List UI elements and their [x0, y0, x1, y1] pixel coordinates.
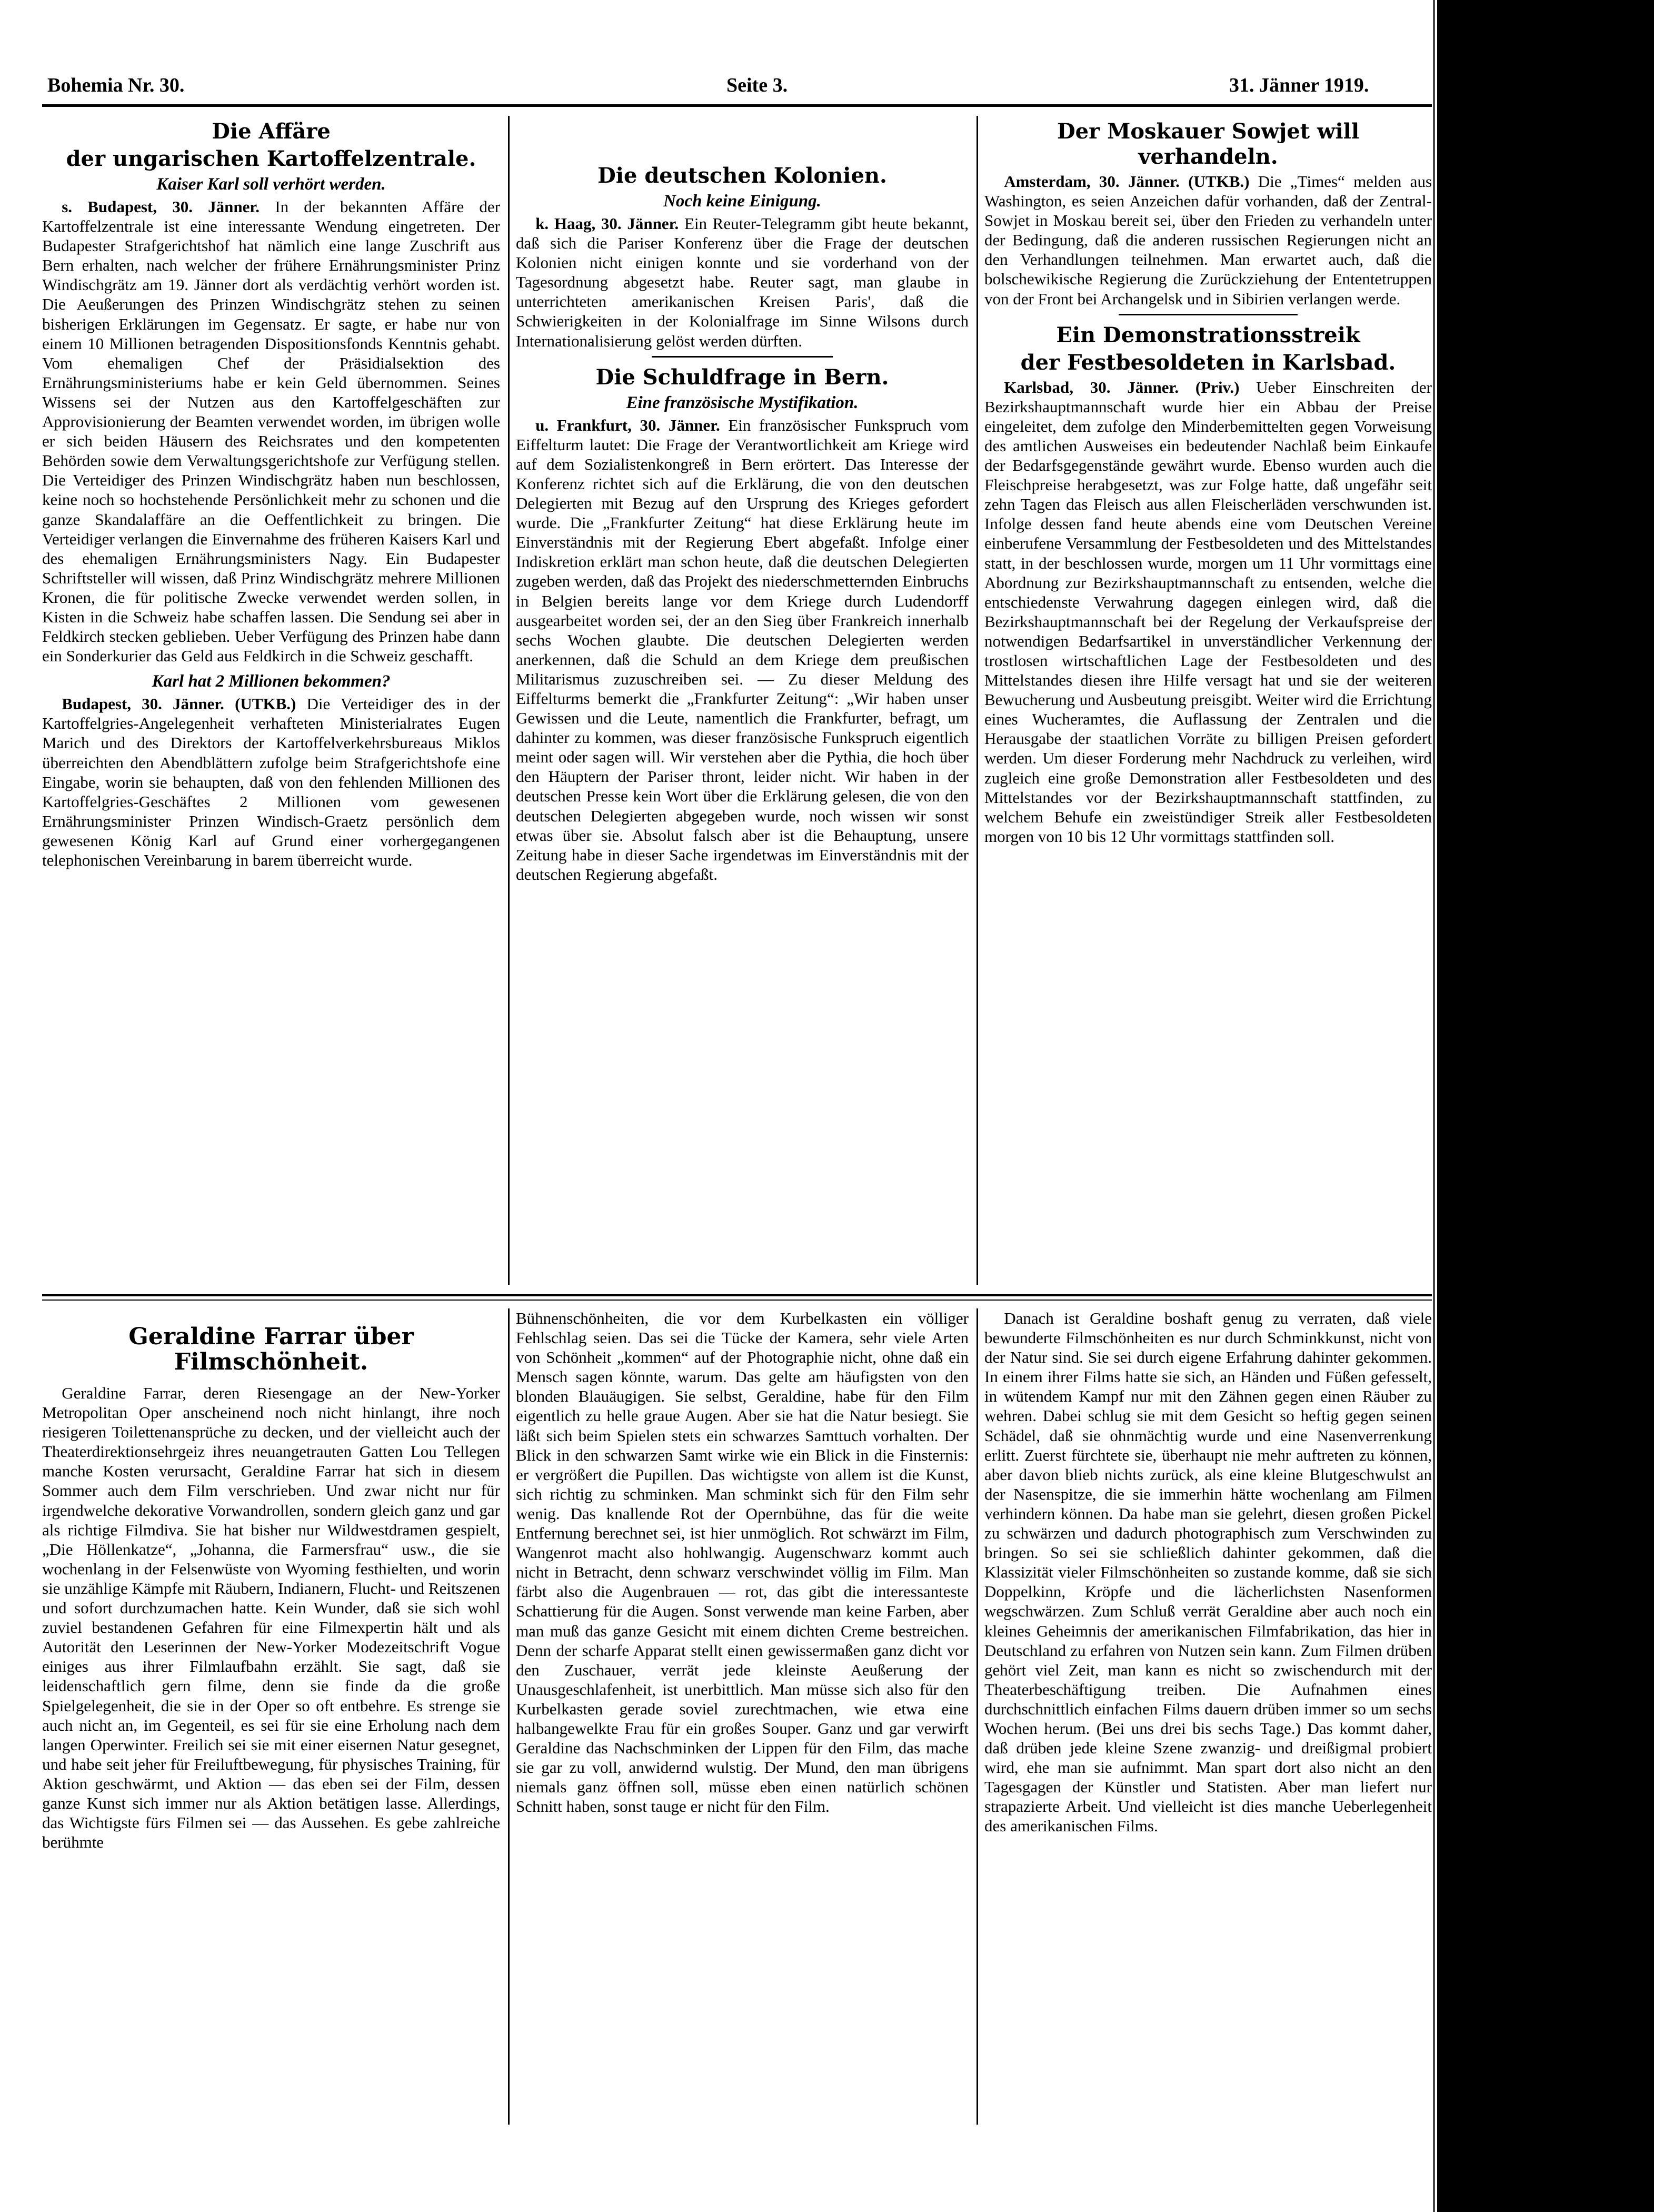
column-divider: [977, 1308, 978, 2125]
headline: Die Affäre: [212, 119, 331, 144]
separator: [1119, 314, 1298, 315]
subheadline: Noch keine Einigung.: [663, 192, 821, 211]
feuilleton-rule: [42, 1294, 1432, 1296]
article-body: u. Frankfurt, 30. Jänner. Ein französischer Funkspruch vom Eiffelturm lautet: Die Frage der Verantwortlichkeit am Kriege wird auf dem Sozialistenkongreß in Bern erörtert. Das Interesse der Konferenz richtet sich auf die Erklärung, die von den deutschen Delegierten mit Bezug auf den Ursprung des Krieges gefordert wurde. Die „Frankfurter Zeitung“ hat diese Erklärung heute im Einverständnis mit der Regierung Ebert abgefaßt. Infolge einer Indiskretion erklärt man schon heute, daß die deutschen Delegierten zugeben werden, daß das Projekt des niederschmetternden Einbruchs in Belgien bereits lange vor dem Kriege durch Ludendorff ausgearbeitet worden sei, der an den Sieg über Frankreich innerhalb sechs Wochen glaubte. Die deutschen Delegierten werden anerkennen, daß die Schuld an dem Kriege dem preußischen Militarismus zuzuschreiben sei. — Zu dieser Meldung des Eiffelturms bemerkt die „Frankfurter Zeitung“: „Wir haben unser Gewissen und die Leute, namentlich die Frankfurter, befragt, um dahinter zu kommen, was dieser französische Funkspruch eigentlich meint oder sagen will. Wir verstehen aber die Pythia, die hoch über den Häuptern der Pariser thront, leider nicht. Wir haben in der deutschen Presse kein Wort über die Erklärung gelesen, die von den deutschen Delegierten abgegeben wurde, noch wissen wir sonst etwas über sie. Absolut falsch aber ist die Behauptung, unsere Zeitung habe in dieser Sache irgendetwas im Einverständnis mit der deutschen Regierung abgefaßt.: [516, 415, 969, 884]
article-column-3: [984, 116, 1432, 1327]
subheadline: Karl hat 2 Millionen bekommen?: [152, 672, 391, 691]
dateline: k. Haag, 30. Jänner.: [535, 214, 679, 233]
scan-edge: [1433, 0, 1435, 2212]
article-column-2: [516, 116, 969, 1327]
dateline: s. Budapest, 30. Jänner.: [62, 197, 260, 216]
article-body: s. Budapest, 30. Jänner. In der bekannten Affäre der Kartoffelzentrale ist eine interessante Wendung eingetreten. Der Budapester Strafgerichtshof hat nämlich eine lange Zuschrift aus Bern erhalten, nach welcher der frühere Ernährungsminister Prinz Windischgrätz am 19. Jänner dort als verdächtig verhört worden ist. Die Aeußerungen des Prinzen Windischgrätz stehen zu seinen bisherigen Erklärungen im Gegensatz. Er sagte, er habe nur von einem 10 Millionen betragenden Dispositionsfonds Kenntnis gehabt. Vom ehemaligen Chef der Präsidialsektion des Ernährungsministeriums habe er kein Geld übernommen. Seines Wissens sei der Nutzen aus den Kartoffelgeschäften zur Approvisionierung der Beamten verwendet worden, im übrigen wolle er sich beiden Häusern des Reichsrates und den kompetenten Behörden sowie dem Verwaltungsgerichtshofe zur Verfügung stellen. Die Verteidiger des Prinzen Windischgrätz haben nun beschlossen, keine noch so hochstehende Persönlichkeit mehr zu schonen und die ganze Skandalaffäre an die Oeffentlichkeit zu bringen. Die Verteidiger verlangen die Einvernahme des früheren Kaisers Karl und des ehemaligen Ernährungsministers Nagy. Ein Budapester Schriftsteller will wissen, daß Prinz Windischgrätz mehrere Millionen Kronen, die für politische Zwecke verwendet werden sollen, in Kisten in die Schweiz habe schaffen lassen. Die Sendung sei aber in Feldkirch stecken geblieben. Ueber Verfügung des Prinzen habe dann ein Sonderkurier das Geld aus Feldkirch in die Schweiz geschafft.: [42, 197, 500, 666]
scan-border: [1437, 0, 1654, 2212]
article-body: Karlsbad, 30. Jänner. (Priv.) Ueber Einschreiten der Bezirkshauptmannschaft wurde hier ein Abbau der Preise eingeleitet, dem zufolge den Minderbemittelten gegen Vorweisung des amtlichen Ausweises ein bedeutender Nachlaß beim Einkaufe der Bedarfsgegenstände gewährt wurde. Ebenso wurden auch die Fleischpreise herabgesetzt, was zur Folge hatte, daß ungefähr seit zehn Tagen das Fleisch aus allen Fleischerläden verschwunden ist. Infolge dessen fand heute abends eine vom Deutschen Vereine einberufene Versammlung der Festbesoldeten und des Mittelstandes statt, in der beschlossen wurde, morgen um 11 Uhr vormittags eine Abordnung zur Bezirkshauptmannschaft zu entsenden, welche die entschiedenste Verwahrung dagegen einlegen wird, daß die Bezirkshauptmannschaft bei der Regelung der Verkaufspreise der notwendigen Bedarfsartikel in unverständlicher Verkennung der trostlosen wirtschaftlichen Lage der Festbesoldeten und des Mittelstandes diesen ihre Hilfe versagt hat und sie der weiteren Bewucherung und Ausbeutung preisgibt. Weiter wird die Errichtung eines Wucheramtes, die Auflassung der Zentralen und die Herausgabe der staatlichen Vorräte zu billigen Preisen gefordert werden. Um dieser Forderung mehr Nachdruck zu verleihen, wird zugleich eine große Demonstration aller Festbesoldeten und des Mittelstandes vor der Bezirkshauptmannschaft stattfinden, zu welchem Behufe ein zweistündiger Streik aller Festbesoldeten morgen von 10 bis 12 Uhr vormittags stattfinden soll.: [984, 378, 1432, 846]
article-body: Amsterdam, 30. Jänner. (UTKB.) Die „Times“ melden aus Washington, es seien Anzeichen dafür vorhanden, daß der Zentral-Sowjet in Moskau bereit sei, über den Frieden zu verhandeln unter der Bedingung, daß die anderen russischen Regierungen nicht an den Verhandlungen teilnehmen. Man erwartet auch, daß die bolschewikische Regierung die Zurückziehung der Ententetruppen von der Front bei Archangelsk und in Sibirien verlangen werde.: [984, 172, 1432, 308]
column-divider: [508, 1308, 510, 2125]
subheadline: Kaiser Karl soll verhört werden.: [156, 175, 386, 194]
subheadline: Eine französische Mystifikation.: [626, 393, 859, 412]
feuilleton-column-3: [984, 1308, 1432, 2135]
feuilleton-rule: [42, 1300, 1432, 1301]
feuilleton-column-2: [516, 1308, 969, 2135]
article-column-1: [42, 116, 500, 1327]
headline: Ein Demonstrationsstreik: [1056, 322, 1360, 348]
issue-date: 31. Jänner 1919.: [1229, 74, 1369, 96]
headline: Die deutschen Kolonien.: [597, 163, 887, 188]
separator: [652, 356, 833, 358]
page-number: Seite 3.: [726, 74, 788, 96]
dateline: Budapest, 30. Jänner. (UTKB.): [62, 695, 296, 713]
headline: Die Schuldfrage in Bern.: [595, 364, 889, 390]
dateline: Amsterdam, 30. Jänner. (UTKB.): [1004, 172, 1250, 191]
dateline: Karlsbad, 30. Jänner. (Priv.): [1004, 378, 1240, 396]
article-body: Budapest, 30. Jänner. (UTKB.) Die Verteidiger des in der Kartoffelgries-Angelegenheit verhafteten Ministerialrates Eugen Marich und des Direktors der Kartoffelverkehrsbureaus Miklos überreichten den Abendblättern zufolge beim Strafgerichtshofe eine Eingabe, worin sie behaupten, daß von den fehlenden Millionen des Kartoffelgries-Geschäftes 2 Millionen vom gewesenen Ernährungsminister Prinzen Windisch-Graetz persönlich dem gewesenen König Karl auf Grund einer vorhergegangenen telephonischen Vereinbarung in barem überreicht wurde.: [42, 695, 500, 869]
column-divider: [508, 116, 510, 1285]
headline: der Festbesoldeten in Karlsbad.: [1020, 350, 1396, 375]
newspaper-page: [42, 74, 1432, 2138]
feuilleton-body: Geraldine Farrar, deren Riesengage an der New-Yorker Metropolitan Oper anscheinend noch nicht hinlangt, ihre noch riesigeren Toilettenansprüche zu decken, und der vielleicht auch der Theaterdirektionsehrgeiz ihres neuangetrauten Gatten Lou Tellegen manche Kosten verursacht, Geraldine Farrar hat sich in diesem Sommer auch dem Film verschrieben. Und zwar nicht nur für irgendwelche dekorative Vorwandrollen, sondern gleich ganz und gar als richtige Filmdiva. Sie hat bisher nur Wildwestdramen gespielt, „Die Höllenkatze“, „Johanna, die Farmersfrau“ usw., die sie wochenlang in der Felsenwüste von Wyoming festhielten, und worin sie unzählige Kämpfe mit Räubern, Indianern, Flucht- und Reitszenen und sofort durchzumachen hatte. Kein Wunder, daß sie sich wohl zuviel bestandenen Gefahren für eine Filmexpertin hält und als Autorität den Leserinnen der New-Yorker Modezeitschrift Vogue einiges aus ihrer Filmlaufbahn erzählt. Sie sagt, daß sie leidenschaftlich gern filme, denn sie finde da die große Spielgelegenheit, die sie in der Oper so oft entbehre. Es strenge sie auch nicht an, im Gegenteil, es sei für sie eine Erholung nach dem langen Operwinter. Freilich sei sie mit einer eisernen Natur gesegnet, und habe seit jeher für Freiluftbewegung, für physisches Training, für Aktion geschwärmt, und Aktion — das eben sei der Film, dessen ganze Kunst sich immer nur als Aktion betätigen lasse. Allerdings, das Wichtigste fürs Filmen sei — das Aussehen. Es gebe zahlreiche berühmte: [42, 1384, 500, 1852]
headline: Der Moskauer Sowjet will verhandeln.: [1057, 119, 1360, 169]
article-body: k. Haag, 30. Jänner. Ein Reuter-Telegramm gibt heute bekannt, daß sich die Pariser Konferenz über die Frage der deutschen Kolonien nicht einigen konnte und sie vorderhand von der Tagesordnung abgesetzt habe. Reuter sagt, man glaube in unterrichteten amerikanischen Kreisen Paris', daß die Schwierigkeiten in der Kolonialfrage im Sinne Wilsons durch Internationalisierung gelöst werden dürften.: [516, 214, 969, 350]
issue-number: Bohemia Nr. 30.: [47, 74, 185, 96]
feuilleton-headline: Geraldine Farrar über Filmschönheit.: [128, 1323, 414, 1375]
column-divider: [977, 116, 978, 1285]
feuilleton-column-1: [42, 1308, 500, 2135]
dateline: u. Frankfurt, 30. Jänner.: [535, 415, 720, 434]
headline: der ungarischen Kartoffelzentrale.: [66, 146, 476, 171]
feuilleton-body: Danach ist Geraldine boshaft genug zu verraten, daß viele bewunderte Filmschönheiten es nur durch Schminkkunst, nicht von der Natur sind. Sie sei durch eigene Erfahrung dahinter gekommen. In einem ihrer Films hatte sie sich, an Händen und Füßen gefesselt, in wütendem Kampf nur mit den Zähnen gegen einen Räuber zu wehren. Dabei schlug sie mit dem Gesicht so heftig gegen seinen Schädel, daß sie ohnmächtig wurde und eine Nasenverrenkung erlitt. Zuerst fürchtete sie, überhaupt nie mehr auftreten zu können, aber davon blieb nichts zurück, als eine kleine Blutgeschwulst an der Nasenspitze, die sie immerhin hätte wochenlang am Filmen verhindern können. Da habe man sie gelehrt, diesen großen Pickel zu schwärzen und dadurch photographisch zum Verschwinden zu bringen. So sei sie schließlich dahinter gekommen, daß die Klassizität vieler Filmschönheiten so zustande komme, daß sie sich Doppelkinn, Kröpfe und die lächerlichsten Nasenformen wegschwärzen. Zum Schluß verrät Geraldine aber auch noch ein kleines Geheimnis der amerikanischen Filmfabrikation, das hier in Deutschland zu erfahren von Nutzen sein kann. Zum Filmen drüben gehört viel Zeit, man kann es nicht so zwischendurch mit der Theaterbeschäftigung treiben. Die Aufnahmen eines durchschnittlich einfachen Films dauern drüben immer so um sechs Wochen herum. (Bei uns drei bis sechs Tage.) Das kommt daher, daß drüben jede kleine Szene zwanzig- und dreißigmal probiert wird, ehe man sie aufnimmt. Man spart dort also nicht an den Tagesgagen der Künstler und Statisten. Aber man liefert nur strapazierte Arbeit. Und vielleicht ist dies manche Ueberlegenheit des amerikanischen Films.: [984, 1309, 1432, 1836]
feuilleton-body: Bühnenschönheiten, die vor dem Kurbelkasten ein völliger Fehlschlag seien. Das sei die Tücke der Kamera, sehr viele Arten von Schönheit „kommen“ auf der Photographie nicht, ohne daß ein Mensch sagen könnte, warum. Das gelte am häufigsten von den blonden Blauäugigen. Sie selbst, Geraldine, habe für den Film eigentlich zu helle graue Augen. Aber sie hat die Natur besiegt. Sie läßt sich beim Spielen stets ein schwarzes Samttuch vorhalten. Der Blick in den schwarzen Samt wirke wie ein Blick in die Finsternis: er vergrößert die Pupillen. Das wichtigste von allem ist die Kunst, sich richtig zu schminken. Man schminkt sich für den Film sehr wenig. Das knallende Rot der Opernbühne, das für die weite Entfernung berechnet sei, ist hier unmöglich. Rot schwärzt im Film, Wangenrot macht also hohlwangig. Augenschwarz kommt auch nicht in Betracht, denn schwarz verschwindet völlig im Film. Man färbt also die Augenbrauen — rot, das gibt die interessanteste Schattierung für die Augen. Sonst verwende man keine Farben, aber man muß das ganze Gesicht mit einem dichten Creme bestreichen. Denn der scharfe Apparat stellt einen gewissermaßen ganz dicht vor den Zuschauer, verrät jede kleinste Aeußerung der Unausgeschlafenheit, ist unerbittlich. Man müsse sich also für den Kurbelkasten gerade soviel zurechtmachen, wie etwa eine halbangewelkte Frau für ein großes Souper. Ganz und gar verwirft Geraldine das Nachschminken der Lippen für den Film, das mache sie gar zu voll, anwidernd wulstig. Der Mund, den man übrigens niemals ganz öffnen soll, müsse eben einen natürlich schönen Schnitt haben, sonst tauge er nicht für den Film.: [516, 1309, 969, 1816]
header-rule: [42, 104, 1432, 107]
page-header: [42, 74, 1432, 105]
